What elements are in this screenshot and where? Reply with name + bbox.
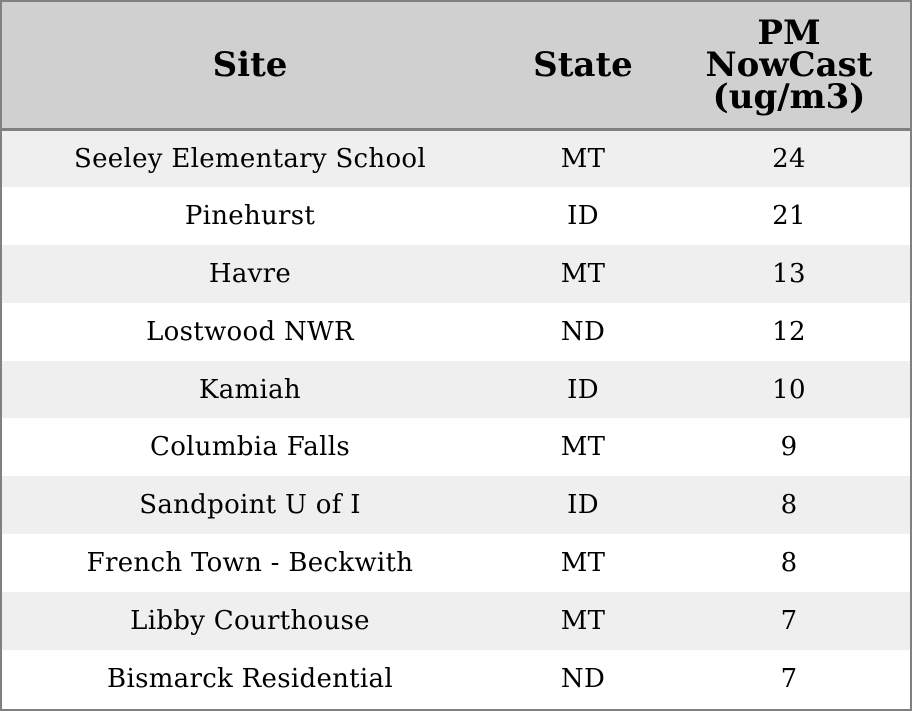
table-row <box>2 476 910 534</box>
pm-value-cell: 8 <box>780 490 798 521</box>
column-header-state: State <box>498 2 668 129</box>
site-cell: French Town - Beckwith <box>86 548 414 579</box>
table-row <box>2 650 910 708</box>
table-row <box>2 245 910 303</box>
table-body <box>2 129 910 708</box>
pm-value-cell: 7 <box>780 606 798 637</box>
pm-header-line-2: NowCast <box>705 44 873 85</box>
site-cell: Libby Courthouse <box>130 606 370 637</box>
site-cell: Kamiah <box>199 374 301 405</box>
column-header-pm-nowcast <box>668 2 910 129</box>
pm-nowcast-table <box>2 2 910 708</box>
site-cell: Pinehurst <box>184 200 316 231</box>
table-row <box>2 534 910 592</box>
site-cell: Seeley Elementary School <box>74 143 426 174</box>
state-cell: MT <box>560 548 606 579</box>
table-row <box>2 187 910 245</box>
site-cell: Lostwood NWR <box>146 316 354 347</box>
table-row <box>2 129 910 187</box>
state-cell: ID <box>567 200 599 231</box>
table-row <box>2 592 910 650</box>
state-cell: MT <box>560 606 606 637</box>
table-header <box>2 2 910 129</box>
pm-value-cell: 9 <box>780 432 798 463</box>
table-row <box>2 361 910 419</box>
state-cell: ID <box>567 374 599 405</box>
state-cell: ND <box>560 316 606 347</box>
header-row <box>2 2 910 129</box>
state-cell: MT <box>560 258 606 289</box>
state-cell: ND <box>560 663 606 694</box>
state-cell: MT <box>560 432 606 463</box>
pm-value-cell: 13 <box>772 258 806 289</box>
table-row <box>2 303 910 361</box>
table-row <box>2 418 910 476</box>
pm-value-cell: 24 <box>772 143 806 174</box>
pm-value-cell: 12 <box>772 316 806 347</box>
pm-header-line-1: PM <box>757 12 821 53</box>
site-cell: Columbia Falls <box>150 432 350 463</box>
state-cell: MT <box>560 143 606 174</box>
site-cell: Bismarck Residential <box>107 663 393 694</box>
state-cell: ID <box>567 490 599 521</box>
pm-value-cell: 7 <box>780 663 798 694</box>
pm-value-cell: 8 <box>780 548 798 579</box>
column-header-site: Site <box>2 2 498 129</box>
pm-value-cell: 21 <box>772 200 806 231</box>
site-cell: Sandpoint U of I <box>139 490 361 521</box>
pm-value-cell: 10 <box>772 374 806 405</box>
site-cell: Havre <box>208 258 292 289</box>
pm-header-line-3: (ug/m3) <box>712 76 866 117</box>
